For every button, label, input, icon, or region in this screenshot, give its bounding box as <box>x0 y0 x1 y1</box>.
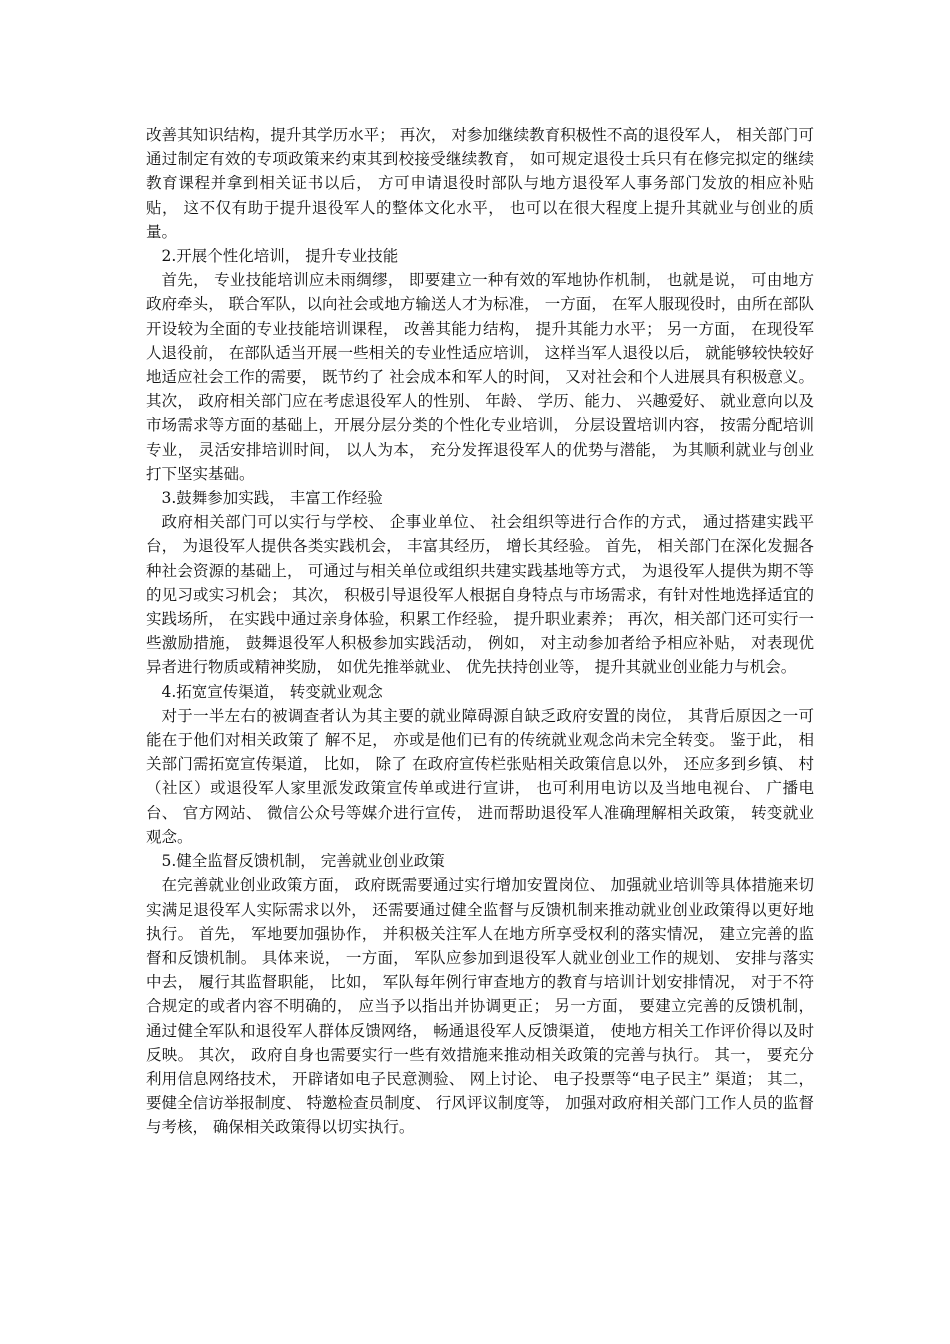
document-page <box>146 123 814 1140</box>
section-5-paragraph: 在完善就业创业政策方面， 政府既需要通过实行增加安置岗位、 加强就业培训等具体措施来切实满足退役军人实际需求以外， 还需要通过健全监督与反馈机制来推动就业创业政策得以更好地执行。 首先， 军地要加强协作， 并积极关注军人在地方所享受权利的落实情况， 建立完善的监督和反馈机制。 具体来说， 一方面， 军队应参加到退役军人就业创业工作的规划、 安排与落实中去， 履行其监督职能， 比如， 军队每年例行审查地方的教育与培训计划安排情况， 对于不符合规定的或者内容不明确的， 应当予以指出并协调更正； 另一方面， 要建立完善的反馈机制， 通过健全军队和退役军人群体反馈网络， 畅通退役军人反馈渠道， 使地方相关工作评价得以及时反映。 其次， 政府自身也需要实行一些有效措施来推动相关政策的完善与执行。 其一， 要充分利用信息网络技术， 开辟诸如电子民意测验、 网上讨论、 电子投票等“电子民主” 渠道； 其二， 要健全信访举报制度、 特邀检查员制度、 行风评议制度等， 加强对政府相关部门工作人员的监督与考核， 确保相关政策得以切实执行。 <box>146 876 814 1137</box>
section-heading-4: 4.拓宽宣传渠道， 转变就业观念 <box>161 682 383 701</box>
section-heading-5: 5.健全监督反馈机制， 完善就业创业政策 <box>161 852 445 871</box>
section-3-paragraph: 政府相关部门可以实行与学校、 企事业单位、 社会组织等进行合作的方式， 通过搭建实践平台， 为退役军人提供各类实践机会， 丰富其经历， 增长其经验。 首先， 相关部门在深化发掘各种社会资源的基础上， 可通过与相关单位或组织共建实践基地等方式， 为退役军人提供为期不等的见习或实习机会； 其次， 积极引导退役军人根据自身特点与市场需求，有针对性地选择适宜的实践场所， 在实践中通过亲身体验，积累工作经验， 提升职业素养； 再次，相关部门还可实行一些激励措施， 鼓舞退役军人积极参加实践活动， 例如， 对主动参加者给予相应补贴， 对表现优异者进行物质或精神奖励， 如优先推举就业、 优先扶持创业等， 提升其就业创业能力与机会。 <box>146 513 814 677</box>
continuation-paragraph: 改善其知识结构，提升其学历水平； 再次， 对参加继续教育积极性不高的退役军人， 相关部门可通过制定有效的专项政策来约束其到校接受继续教育， 如可规定退役士兵只有在修完拟定的继续教育课程并拿到相关证书以后， 方可申请退役时部队与地方退役军人事务部门发放的相应补贴贴， 这不仅有助于提升退役军人的整体文化水平， 也可以在很大程度上提升其就业与创业的质量。 <box>146 126 814 241</box>
section-heading-2: 2.开展个性化培训， 提升专业技能 <box>161 247 399 266</box>
section-4-paragraph: 对于一半左右的被调查者认为其主要的就业障碍源自缺乏政府安置的岗位， 其背后原因之一可能在于他们对相关政策了 解不足， 亦或是他们已有的传统就业观念尚未完全转变。 鉴于此， 相关部门需拓宽宣传渠道， 比如， 除了 在政府宣传栏张贴相关政策信息以外， 还应多到乡镇、 村（社区）或退役军人家里派发政策宣传单或进行宣讲， 也可利用电访以及当地电视台、 广播电台、 官方网站、 微信公众号等媒介进行宣传， 进而帮助退役军人准确理解相关政策， 转变就业观念。 <box>146 706 814 846</box>
section-heading-3: 3.鼓舞参加实践， 丰富工作经验 <box>161 489 383 508</box>
section-2-paragraph: 首先， 专业技能培训应未雨绸缪， 即要建立一种有效的军地协作机制， 也就是说， 可由地方政府牵头， 联合军队，以向社会或地方输送人才为标准， 一方面， 在军人服现役时，由所在部队开设较为全面的专业技能培训课程， 改善其能力结构， 提升其能力水平； 另一方面， 在现役军人退役前， 在部队适当开展一些相关的专业性适应培训， 这样当军人退役以后， 就能够较快较好地适应社会工作的需要， 既节约了 社会成本和军人的时间， 又对社会和个人进展具有积极意义。其次， 政府相关部门应在考虑退役军人的性别、 年龄、 学历、能力、 兴趣爱好、 就业意向以及市场需求等方面的基础上，开展分层分类的个性化专业培训， 分层设置培训内容， 按需分配培训专业， 灵活安排培训时间， 以人为本， 充分发挥退役军人的优势与潜能， 为其顺利就业与创业打下坚实基础。 <box>146 271 814 483</box>
